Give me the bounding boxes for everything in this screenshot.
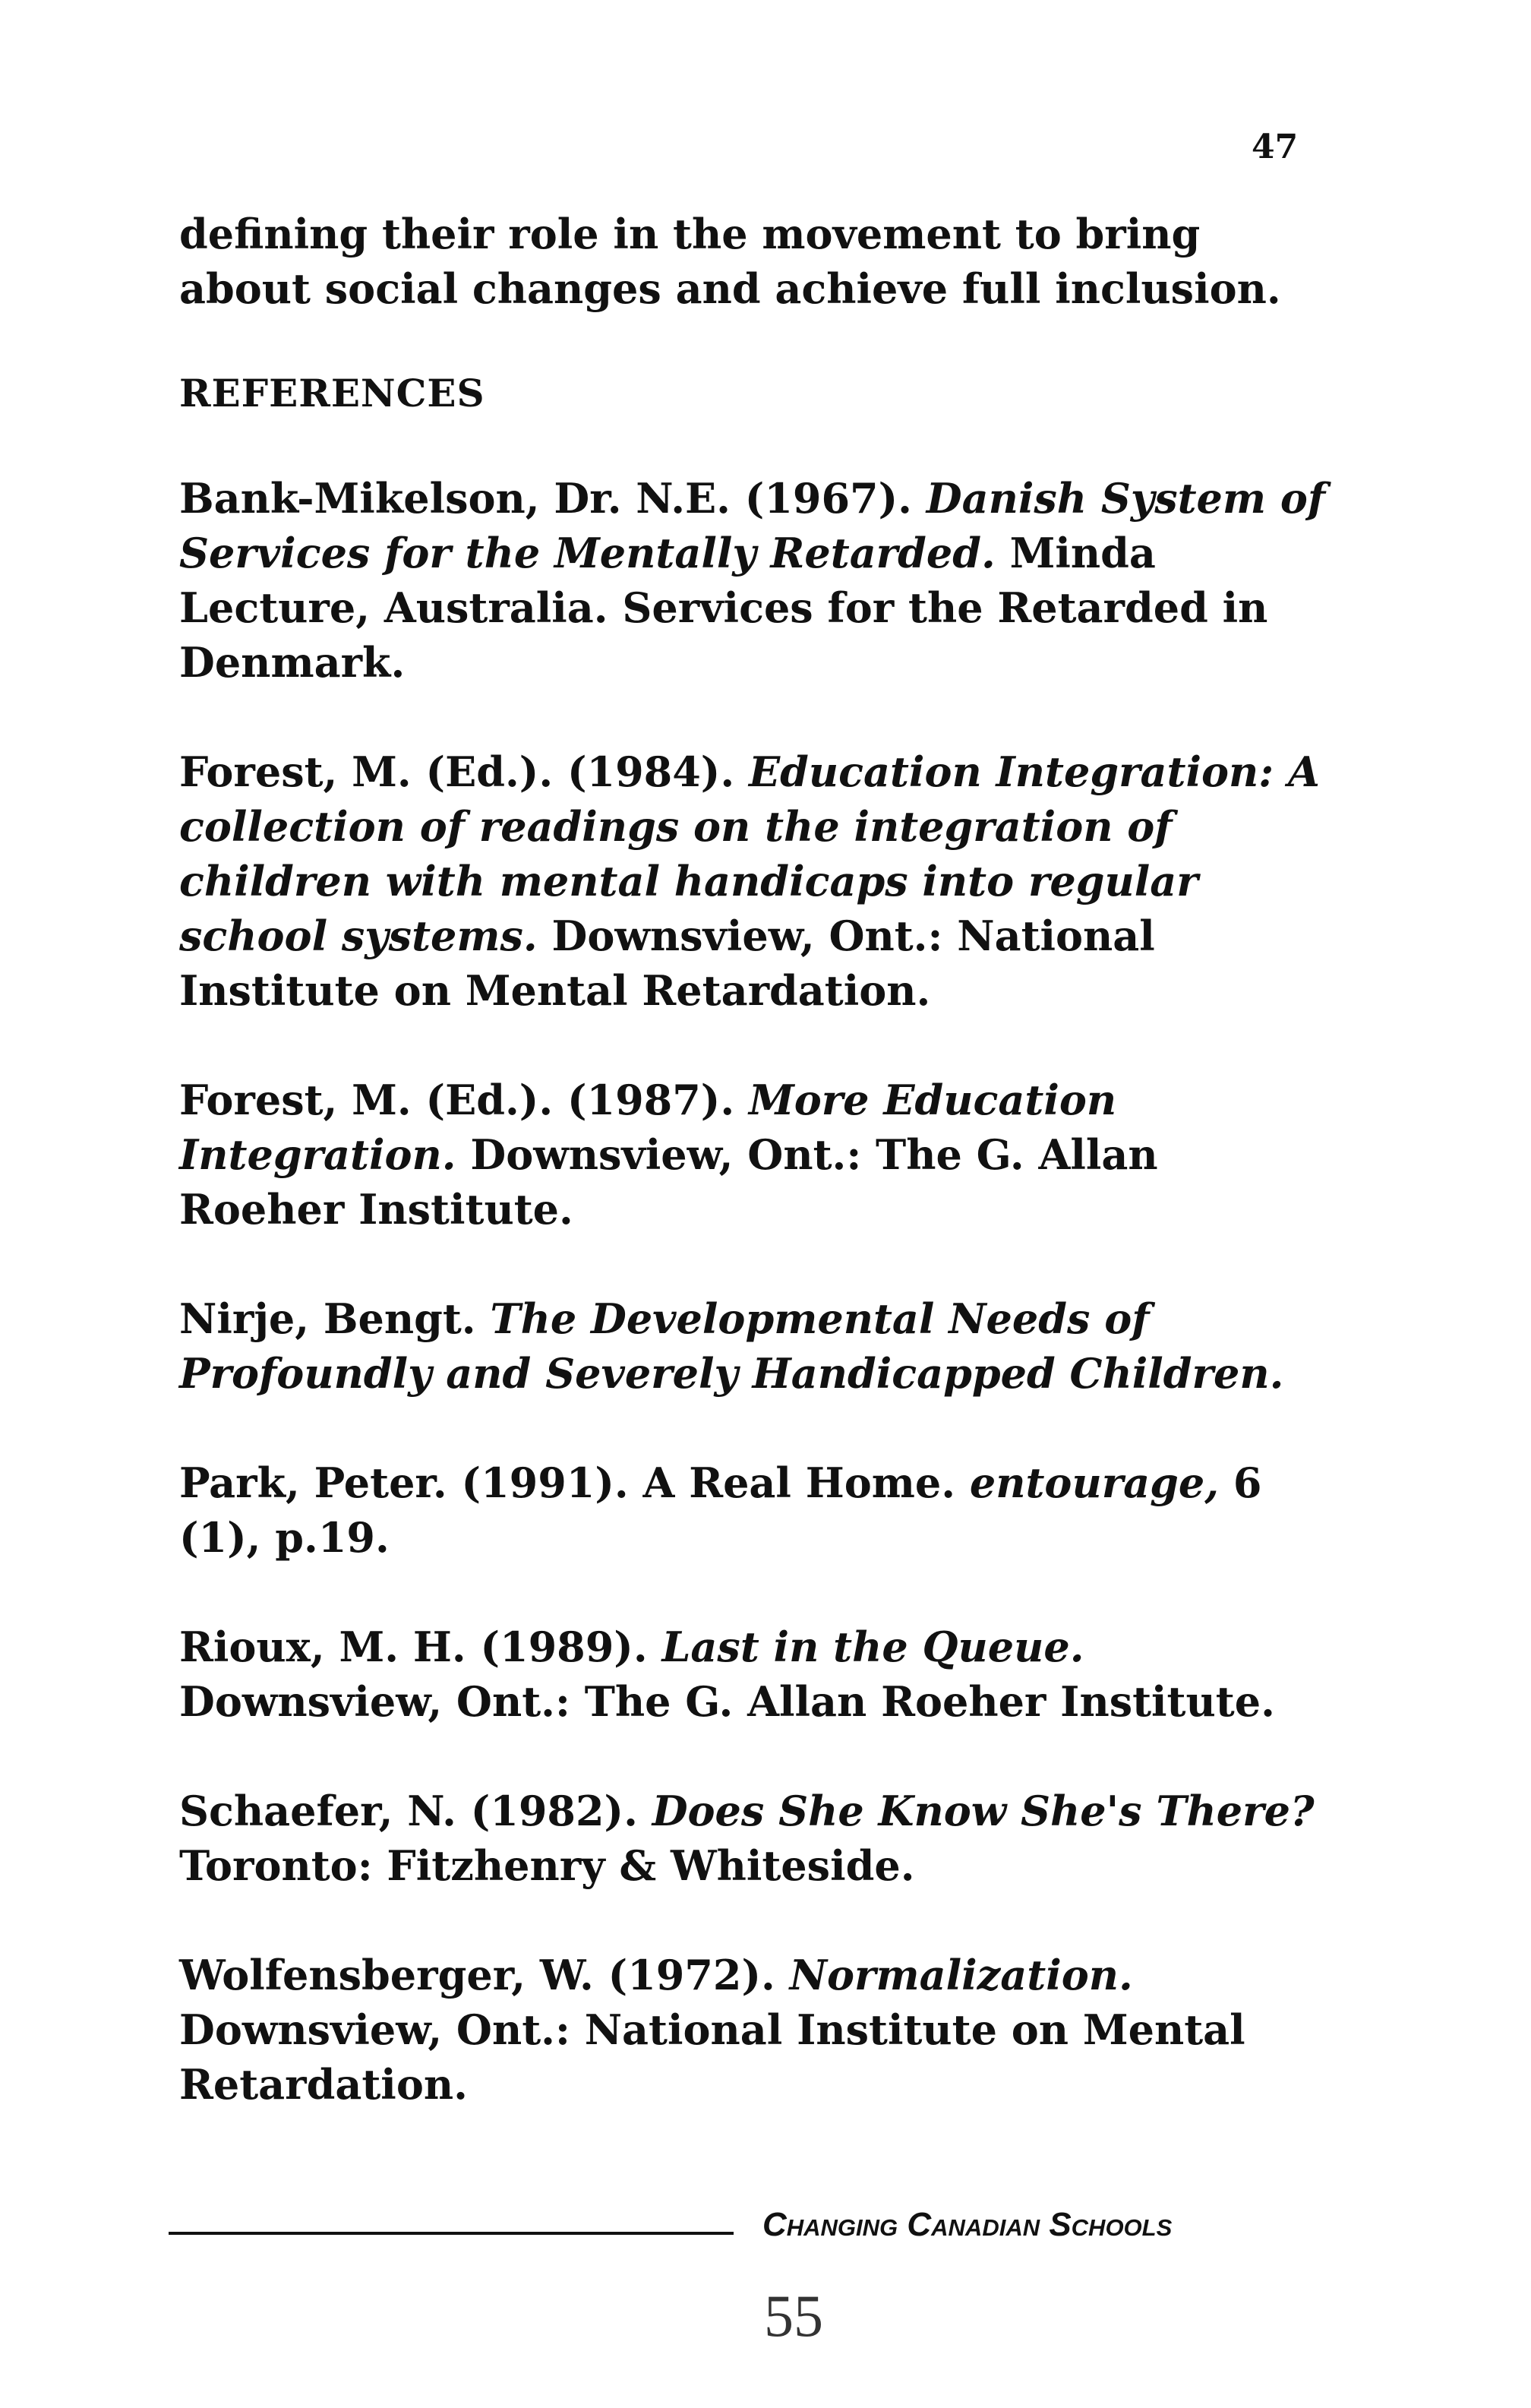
reference-publisher: 6 (1), p.19.	[179, 1458, 1262, 1562]
reference-title: Education Integration: A collection of readings on the integration of children with mental handicaps into regular school systems.	[179, 747, 1320, 960]
footer-rule	[169, 2232, 734, 2235]
references-list	[179, 471, 1334, 2166]
reference-publisher: Downsview, Ont.: The G. Allan Roeher Institute.	[179, 1677, 1275, 1726]
reference-publisher: Downsview, Ont.: National Institute on Mental Retardation.	[179, 912, 1155, 1015]
reference-title: Last in the Queue.	[661, 1623, 1084, 1671]
reference-title: entourage,	[969, 1458, 1220, 1507]
reference-publisher: Downsview, Ont.: National Institute on Mental Retardation.	[179, 2005, 1245, 2109]
reference-item	[179, 744, 1334, 1018]
reference-author: Forest, M. (Ed.). (1987).	[179, 1076, 749, 1124]
reference-author: Forest, M. (Ed.). (1984).	[179, 747, 749, 796]
reference-title: The Developmental Needs of Profoundly and Severely Handicapped Children.	[179, 1294, 1284, 1398]
reference-item	[179, 1948, 1334, 2112]
reference-author: Wolfensberger, W. (1972).	[179, 1951, 790, 1999]
intro-text: defining their role in the movement to bring about social changes and achieve full inclusion.	[179, 210, 1281, 313]
reference-title: Normalization.	[789, 1951, 1133, 1999]
intro-paragraph	[179, 207, 1334, 316]
footer-title: Changing Canadian Schools	[762, 2206, 1173, 2243]
reference-item	[179, 1784, 1334, 1893]
reference-publisher: Toronto: Fitzhenry & Whiteside.	[179, 1841, 915, 1890]
page-number: 47	[1252, 128, 1299, 166]
reference-author: Rioux, M. H. (1989).	[179, 1623, 662, 1671]
references-heading: REFERENCES	[179, 371, 485, 416]
reference-item	[179, 1455, 1334, 1565]
reference-publisher: Minda Lecture, Australia. Services for the Retarded in Denmark.	[179, 529, 1268, 687]
reference-author: Nirje, Bengt.	[179, 1294, 491, 1343]
reference-publisher: Downsview, Ont.: The G. Allan Roeher Institute.	[179, 1130, 1158, 1234]
reference-item	[179, 471, 1334, 690]
reference-title: Danish System of Services for the Mentally Retarded.	[179, 474, 1326, 577]
reference-item	[179, 1620, 1334, 1729]
reference-author: Park, Peter. (1991). A Real Home.	[179, 1458, 970, 1507]
reference-item	[179, 1291, 1334, 1401]
reference-author: Bank-Mikelson, Dr. N.E. (1967).	[179, 474, 926, 523]
reference-title: More Education Integration.	[179, 1076, 1117, 1179]
reference-title: Does She Know She's There?	[652, 1787, 1315, 1835]
reference-author: Schaefer, N. (1982).	[179, 1787, 652, 1835]
folio-number: 55	[764, 2283, 823, 2349]
reference-item	[179, 1073, 1334, 1237]
